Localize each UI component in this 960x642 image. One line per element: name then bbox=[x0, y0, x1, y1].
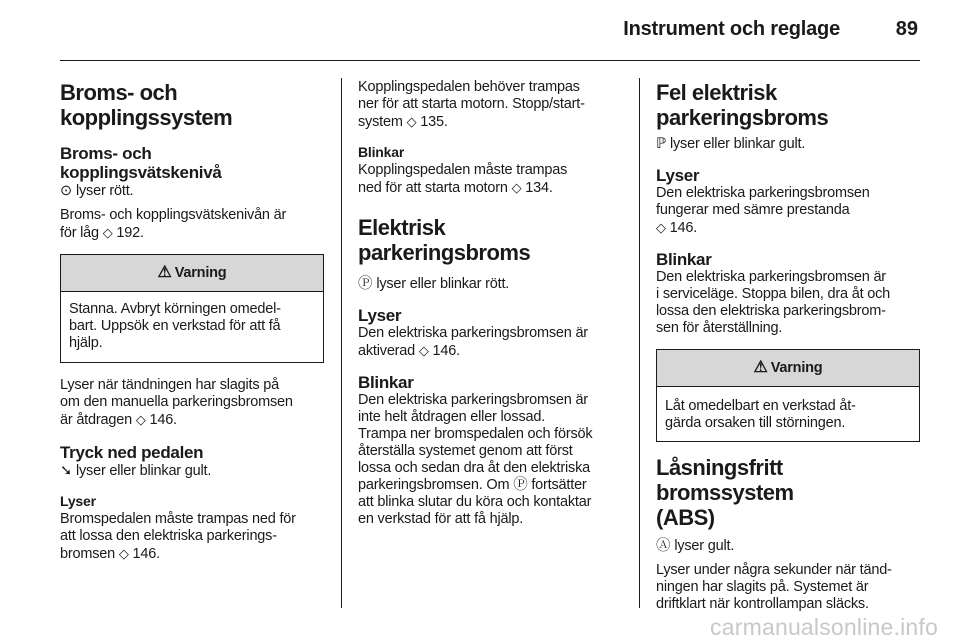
header-title: Instrument och reglage bbox=[623, 18, 840, 40]
parking-brake-icon: Ⓟ bbox=[358, 276, 373, 292]
watermark: carmanualsonline.info bbox=[710, 614, 938, 640]
warning-header: ⚠ Varning bbox=[61, 255, 323, 292]
page-number: 89 bbox=[895, 18, 918, 40]
subsection-flashes-1: Blinkar bbox=[358, 144, 405, 160]
epb-lights-paragraph: Den elektriska parkeringsbromsen är aktiverad ◇ 146. bbox=[358, 325, 588, 359]
epb-flash-paragraph: Den elektriska parkeringsbromsen är inte helt åtdragen eller lossad. Trampa ner bromspedalen och försök återställa systemet genom att först lossa och sedan dra åt den elektriska parkeringsbromsen. Om Ⓟ fortsätter att blinka slutar du köra och kontaktar en verkstad för att få hjälp. bbox=[358, 392, 593, 527]
xref-arrow-icon: ◇ bbox=[406, 114, 417, 129]
section-title-epb-fault: Fel elektrisk parkeringsbroms bbox=[656, 80, 829, 130]
brake-pedal-paragraph: Bromspedalen måste trampas ned för att lossa den elektriska parkerings- bromsen ◇ 146. bbox=[60, 511, 296, 562]
subsection-flashes-2: Blinkar bbox=[358, 373, 414, 392]
fluid-level-paragraph: Broms- och kopplingsvätskenivån är för låg ◇ 192. bbox=[60, 207, 287, 241]
xref-arrow-icon: ◇ bbox=[102, 225, 113, 240]
brake-fluid-icon: ⊙ bbox=[60, 183, 72, 199]
warning-box-1 bbox=[60, 254, 324, 363]
pedal-icon: ➘ bbox=[60, 463, 72, 479]
manual-brake-paragraph: Lyser när tändningen har slagits på om den manuella parkeringsbromsen är åtdragen ◇ 146. bbox=[60, 377, 293, 428]
subsection-lights-2: Lyser bbox=[358, 306, 402, 325]
column-divider-1 bbox=[341, 78, 342, 608]
warning-header: ⚠ Varning bbox=[657, 350, 919, 387]
warning-text: Stanna. Avbryt körningen omedel- bart. Uppsök en verkstad för att få hjälp. bbox=[69, 301, 281, 351]
section-title-abs: Låsningsfritt bromssystem (ABS) bbox=[656, 455, 794, 530]
header-rule bbox=[60, 60, 920, 61]
warning-triangle-icon: ⚠ bbox=[157, 264, 172, 281]
xref-arrow-icon: ◇ bbox=[418, 343, 429, 358]
xref-arrow-icon: ◇ bbox=[656, 220, 666, 235]
xref-arrow-icon: ◇ bbox=[511, 180, 522, 195]
subsection-lights-1: Lyser bbox=[60, 493, 96, 509]
epb-fault-flash-paragraph: Den elektriska parkeringsbromsen är i serviceläge. Stoppa bilen, dra åt och lossa den elektriska parkeringsbrom- sen för återställning. bbox=[656, 269, 891, 336]
parking-brake-icon: Ⓟ bbox=[513, 477, 528, 493]
column-1 bbox=[60, 72, 324, 563]
section-title-brake-clutch: Broms- och kopplingssystem bbox=[60, 80, 233, 130]
warning-box-2 bbox=[656, 349, 920, 442]
section-title-electric-parking-brake: Elektrisk parkeringsbroms bbox=[358, 215, 531, 265]
clutch-flash-paragraph: Kopplingspedalen måste trampas ned för att starta motorn ◇ 134. bbox=[358, 162, 568, 196]
fluid-level-indicator-line: ⊙ lyser rött. bbox=[60, 183, 134, 199]
subsection-flashes-3: Blinkar bbox=[656, 250, 712, 269]
column-2 bbox=[358, 72, 622, 528]
xref-arrow-icon: ◇ bbox=[135, 412, 146, 427]
epb-fault-indicator-line: ℙ lyser eller blinkar gult. bbox=[656, 136, 806, 152]
abs-icon: Ⓐ bbox=[656, 538, 671, 554]
epb-fault-lights-paragraph: Den elektriska parkeringsbromsen fungerar med sämre prestanda ◇ 146. bbox=[656, 185, 870, 236]
subsection-lights-3: Lyser bbox=[656, 166, 700, 185]
column-3 bbox=[656, 72, 920, 613]
column-divider-2 bbox=[639, 78, 640, 608]
abs-paragraph: Lyser under några sekunder när tänd- ningen har slagits på. Systemet är driftklart när kontrollampan släcks. bbox=[656, 562, 892, 612]
warning-triangle-icon: ⚠ bbox=[753, 359, 768, 376]
subsection-press-pedal: Tryck ned pedalen bbox=[60, 443, 204, 462]
abs-indicator-line: Ⓐ lyser gult. bbox=[656, 538, 735, 554]
warning-text: Låt omedelbart en verkstad åt- gärda orsaken till störningen. bbox=[665, 398, 856, 431]
xref-arrow-icon: ◇ bbox=[118, 546, 129, 561]
epb-indicator-line: Ⓟ lyser eller blinkar rött. bbox=[358, 276, 510, 292]
epb-fault-icon: ℙ bbox=[656, 136, 666, 152]
subsection-fluid-level: Broms- och kopplingsvätskenivå bbox=[60, 144, 222, 182]
press-pedal-indicator-line: ➘ lyser eller blinkar gult. bbox=[60, 463, 212, 479]
clutch-pedal-paragraph: Kopplingspedalen behöver trampas ner för att starta motorn. Stopp/start- system ◇ 135. bbox=[358, 79, 585, 130]
